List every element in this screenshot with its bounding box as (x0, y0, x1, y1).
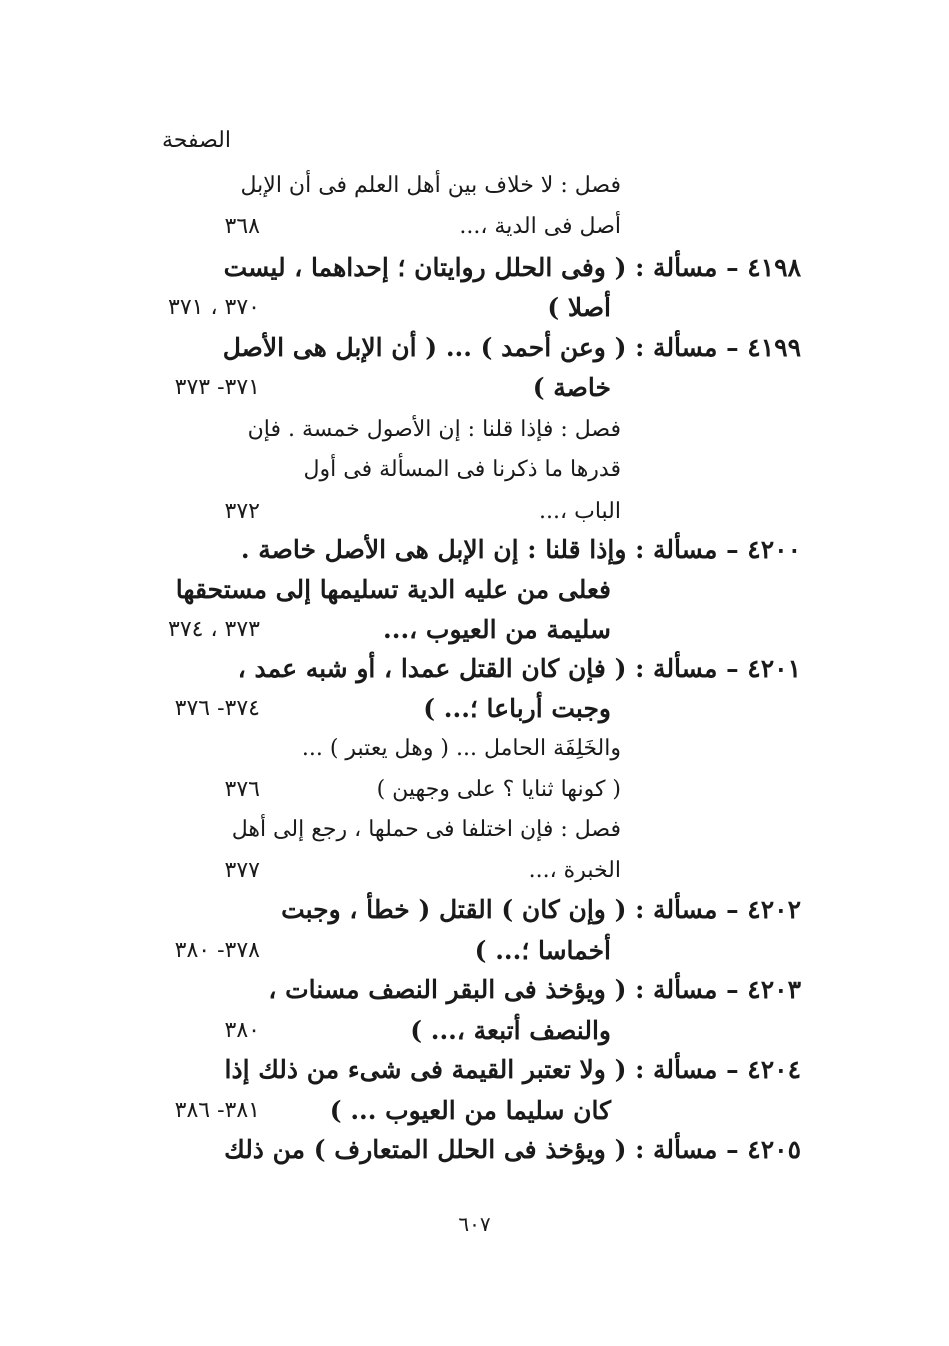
page-reference: ٣٧١- ٣٧٣ (174, 375, 260, 400)
index-line: أصلا ) (547, 293, 611, 322)
page-reference: ٣٧٣ ، ٣٧٤ (168, 617, 260, 642)
index-line: ( كونها ثنايا ؟ على وجهين ) (376, 777, 621, 802)
page-number: ٦٠٧ (458, 1212, 491, 1236)
index-line: ٤٢٠٥ – مسألة : ( ويؤخذ فى الحلل المتعارف ) من ذلك (224, 1135, 801, 1164)
page-reference: ٣٨١- ٣٨٦ (174, 1098, 260, 1123)
page-reference: ٣٧٤- ٣٧٦ (174, 696, 260, 721)
index-line: ٤١٩٩ – مسألة : ( وعن أحمد ) ... ( أن الإبل هى الأصل (222, 333, 801, 362)
index-line: ٤٢٠١ – مسألة : ( فإن كان القتل عمدا ، أو شبه عمد ، (237, 654, 801, 683)
page-reference: ٣٦٨ (224, 214, 260, 239)
page-reference: ٣٨٠ (224, 1018, 260, 1043)
index-line: فصل : لا خلاف بين أهل العلم فى أن الإبل (240, 173, 621, 198)
page-column-header: الصفحة (161, 128, 231, 153)
index-line: وجبت أرباعا ؛... ) (423, 694, 611, 723)
index-line: قدرها ما ذكرنا فى المسألة فى أول (303, 457, 621, 482)
index-line: فعلى من عليه الدية تسليمها إلى مستحقها (175, 575, 611, 604)
page-reference: ٣٧٠ ، ٣٧١ (168, 295, 260, 320)
index-line: أخماسا ؛... ) (474, 936, 611, 965)
page-reference: ٣٧٢ (224, 499, 260, 524)
page-reference: ٣٧٦ (224, 777, 260, 802)
index-line: فصل : فإذا قلنا : إن الأصول خمسة . فإن (247, 417, 621, 442)
index-line: ٤٢٠٤ – مسألة : ( ولا تعتبر القيمة فى شىء من ذلك إذا (224, 1055, 801, 1084)
page-reference: ٣٧٨- ٣٨٠ (174, 938, 260, 963)
index-line: ٤١٩٨ – مسألة : ( وفى الحلل روايتان ؛ إحداهما ، ليست (223, 253, 801, 282)
index-line: والنصف أتبعة ،... ) (410, 1016, 611, 1045)
index-line: ٤٢٠٠ – مسألة : وإذا قلنا : إن الإبل هى الأصل خاصة . (240, 535, 801, 564)
index-line: كان سليما من العيوب ... ) (329, 1096, 611, 1125)
index-line: الباب ،... (539, 499, 621, 524)
index-line: خاصة ) (532, 373, 611, 402)
index-line: والخَلِفَة الحامل ... ( وهل يعتبر ) ... (301, 736, 621, 761)
index-line: سليمة من العيوب ،... (383, 615, 611, 644)
page-reference: ٣٧٧ (224, 858, 260, 883)
index-line: ٤٢٠٣ – مسألة : ( ويؤخذ فى البقر النصف مسنات ، (268, 975, 801, 1004)
index-line: ٤٢٠٢ – مسألة : ( وإن كان ) القتل ( خطأ ، وجبت (281, 895, 801, 924)
index-line: فصل : فإن اختلفا فى حملها ، رجع إلى أهل (231, 817, 621, 842)
index-line: أصل فى الدية ،... (459, 214, 621, 239)
index-line: الخبرة ،... (528, 858, 621, 883)
